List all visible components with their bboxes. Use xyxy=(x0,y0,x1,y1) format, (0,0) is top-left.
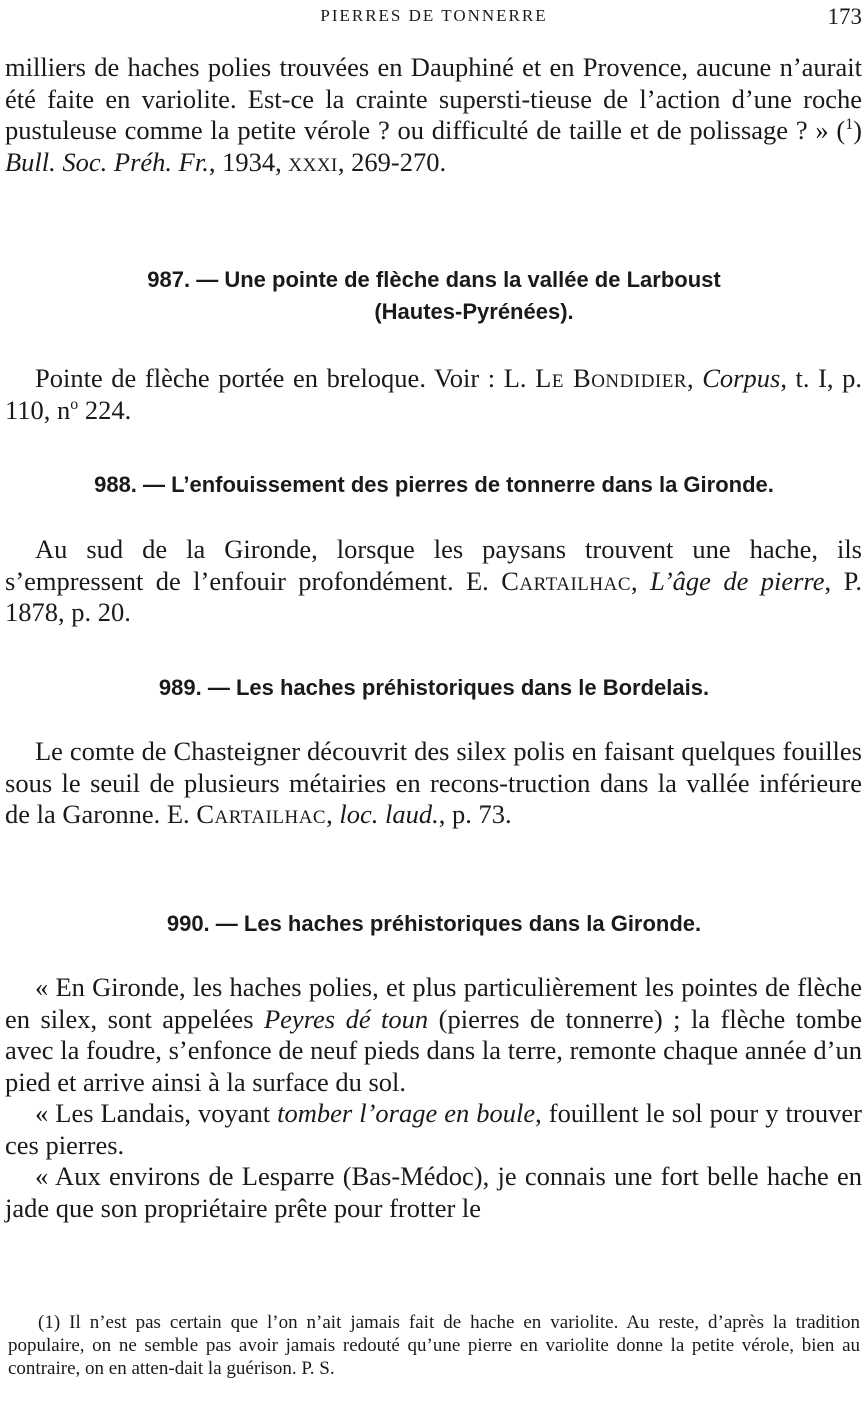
running-title: PIERRES DE TONNERRE xyxy=(320,6,548,25)
author-name: Cartailhac xyxy=(501,565,632,596)
section-number: 989. xyxy=(158,675,202,700)
section-title-continued: (Hautes-Pyrénées). xyxy=(374,299,574,324)
section-number: 988. xyxy=(94,472,137,497)
work-title: L’âge de pierre xyxy=(650,565,825,596)
intro-paragraph: milliers de haches polies trouvées en Dauphiné et en Provence, aucune n’aurait été faite en variolite. Est-ce la crainte supersti-tieuse de l’action d’une roche pustuleuse comme la petite vérole ? ou difficulté de taille et de polissage ? » ($^1$) Bull. Soc. Préh. Fr., 1934, xxxi, 269-270. xyxy=(5,52,862,177)
work-title: loc. laud. xyxy=(339,799,439,829)
section-988-text: Au sud de la Gironde, lorsque les paysans trouvent une hache, ils s’empressent de l’enfouir profondément. E. Cartailhac, L’âge de pierre, P. 1878, p. 20. xyxy=(5,534,862,627)
section-title: — Les haches préhistoriques dans la Gironde. xyxy=(215,911,702,936)
paragraph-2: « Les Landais, voyant tomber l’orage en boule, fouillent le sol pour y trouver ces pierres. xyxy=(5,1098,862,1160)
footnote-ref: 1 xyxy=(845,116,854,134)
work-title: Corpus xyxy=(702,363,781,393)
quoted-phrase: tomber l’orage en boule xyxy=(277,1098,536,1128)
paragraph-3: « Aux environs de Lesparre (Bas-Médoc), je connais une fort belle hache en jade que son propriétaire prête pour frotter le xyxy=(5,1161,862,1223)
section-number: 987. xyxy=(147,267,191,292)
section-heading-988 xyxy=(0,469,868,501)
section-heading-989 xyxy=(0,672,868,704)
page-number: 173 xyxy=(827,4,862,29)
footnote xyxy=(8,1311,860,1380)
local-term: Peyres dé toun xyxy=(263,1003,429,1034)
section-title: — Les haches préhistoriques dans le Bordelais. xyxy=(207,675,710,700)
section-989-text: Le comte de Chasteigner découvrit des silex polis en faisant quelques fouilles sous le seuil de plusieurs métairies en recons-truction dans la vallée inférieure de la Garonne. E. Cartailhac, loc. laud., p. 73. xyxy=(5,736,862,829)
volume-number: xxxi xyxy=(288,146,338,177)
author-name: Le Bondidier xyxy=(535,363,688,393)
section-number: 990. xyxy=(166,911,210,936)
footnote-text: (1) Il n’est pas certain que l’on n’ait jamais fait de hache en variolite. Au reste, d’après la tradition populaire, on ne semble pas avoir jamais redouté qu’une pierre en variolite donne la petite vérole, bien au contraire, on en atten-dait la guérison. P. S. xyxy=(8,1312,860,1379)
section-heading-990 xyxy=(0,908,868,940)
paragraph-1: « En Gironde, les haches polies, et plus particulièrement les pointes de flèche en silex, sont appelées Peyres dé toun (pierres de tonnerre) ; la flèche tombe avec la foudre, s’enfonce de neuf pieds dans la terre, remonte chaque année d’un pied et arrive ainsi à la surface du sol. xyxy=(5,972,862,1097)
section-987-text: Pointe de flèche portée en breloque. Voir : L. Le Bondidier, Corpus, t. I, p. 110, $n^o$ 224. xyxy=(5,363,863,425)
intro-text: milliers de haches polies trouvées en Dauphiné et en Provence, aucune n’aurait été faite en variolite. Est-ce la crainte supersti-tieuse de l’action d’une roche pustuleuse comme la petite vérole ? ou difficulté de taille et de polissage ? » ( xyxy=(5,52,862,145)
author-name: Cartailhac xyxy=(196,799,327,829)
running-head xyxy=(0,4,868,28)
section-title: — L’enfouissement des pierres de tonnerre dans la Gironde. xyxy=(143,472,774,497)
citation-journal: Bull. Soc. Préh. Fr. xyxy=(5,146,209,177)
section-heading-987 xyxy=(0,264,868,328)
section-title: — Une pointe de flèche dans la vallée de Larboust xyxy=(196,267,721,292)
section-990-text xyxy=(5,972,862,1224)
